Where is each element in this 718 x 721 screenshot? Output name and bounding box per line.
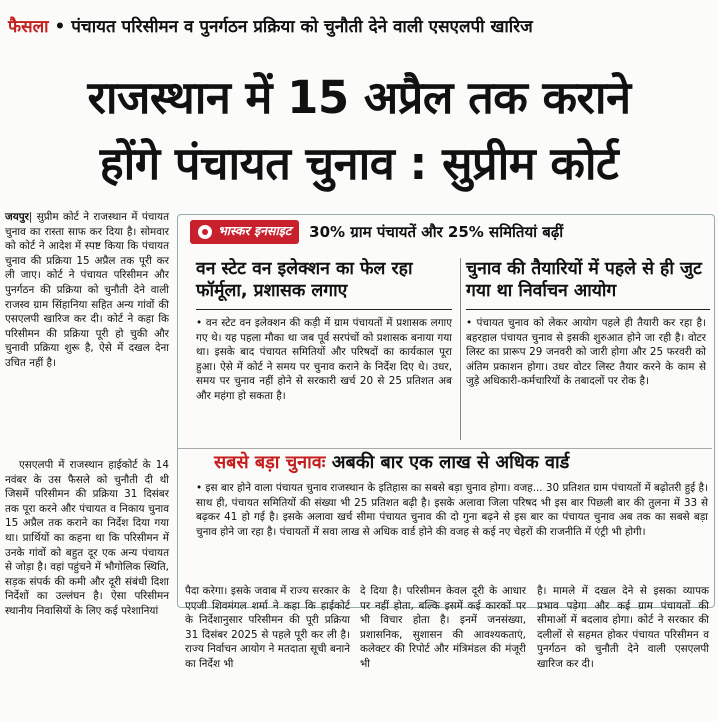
kicker-text: • पंचायत परिसीमन व पुनर्गठन प्रक्रिया को चुनौती देने वाली एसएलपी खारिज [54,17,533,37]
section-rule [178,448,712,449]
bottom-column-1: पैदा करेगा। इसके जवाब में राज्य सरकार के एएजी शिवमंगल शर्मा ने कहा कि हाईकोर्ट के निर्देशानुसार परिसीमन की पूरी प्रक्रिया 31 दिसंबर 2025 से पहले पूरी कर ली है। राज्य निर्वाचन आयोग ने मतदाता सूची बनाने का निर्देश भी [185,585,350,670]
dateline: जयपुर [5,211,29,223]
bottom-column-3: है। मामले में दखल देने से इसका व्यापक प्रभाव पड़ेगा और कई ग्राम पंचायतों की सीमाओं में बदलाव होगा। कोर्ट ने सरकार की दलीलों से सहमत होकर पंचायत परिसीमन व पुनर्गठन को चुनौती देने वाली एसएलपी खारिज कर दी। [537,585,709,670]
pin-icon [196,223,214,241]
intro-paragraph-1: जयपुर| सुप्रीम कोर्ट ने राजस्थान में पंचायत चुनाव का रास्ता साफ कर दिया है। सोमवार को कोर्ट ने आदेश में स्पष्ट किया कि पंचायत चुनाव की प्रक्रिया 15 अप्रैल तक पूरी कर ली जाए। कोर्ट ने पंचायत परिसीमन और पुनर्गठन की प्रक्रिया को चुनौती देने वाली राजस्व ग्राम सिंहानिया सहित अन्य गांवों की एसएलपी खारिज कर दी। कोर्ट ने कहा कि परिसीमन की प्रक्रिया पूरी हो चुकी और चुनावी प्रक्रिया शुरू है, ऐसे में दखल देना उचित नहीं है। [5,211,169,369]
intro-paragraph-2: एसएलपी में राजस्थान हाईकोर्ट के 14 नवंबर के उस फैसले को चुनौती दी थी जिसमें परिसीमन की प्रक्रिया 31 दिसंबर तक पूरा करने और पंचायत व निकाय चुनाव 15 अप्रैल तक कराने का निर्देश दिया गया था। प्रार्थियों का कहना था कि परिसीमन में उनके गांवों को बहुत दूर एक अन्य पंचायत से जोड़ा है। वहां पहुंचने में भौगोलिक स्थिति, सड़क संपर्क की कमी और दूरी संबंधी दिशा निर्देशों का उल्लंघन है। ऐसा परिसीमन स्थानीय निवासियों के लिए कई परेशानियां [5,459,169,617]
story-left-heading: वन स्टेट वन इलेक्शन का फेल रहा फॉर्मूला, प्रशासक लगाए [196,259,413,301]
story-left-body: • वन स्टेट वन इलेक्शन की कड़ी में ग्राम पंचायतों में प्रशासक लगाए गए थे। यह पहला मौका था जब पूर्व सरपंचों को प्रशासक बनाया गया था। इसके बाद पंचायत समितियों और परिषदों का कार्यकाल पूरा हुआ। ऐसे में कोर्ट ने समय पर चुनाव कराने के निर्देश दिए थे। उधर, समय पर चुनाव नहीं होने से सरकारी खर्च 20 से 25 प्रतिशत अब और महंगा हो सकता है। [196,317,452,402]
insight-header [190,220,563,244]
story-right-rule [466,309,710,310]
biggest-title: अबकी बार एक लाख से अधिक वार्ड [331,452,570,473]
story-left-rule [196,309,452,310]
insight-badge: भास्कर इनसाइट [190,220,299,244]
headline-line-2: होंगे पंचायत चुनाव : सुप्रीम कोर्ट [99,137,619,190]
kicker [8,14,712,37]
column-divider [460,258,461,440]
bottom-column-2: दे दिया है। परिसीमन केवल दूरी के आधार पर नहीं होता, बल्कि इसमें कई कारकों पर भी विचार होता है। इनमें जनसंख्या, प्रशासनिक, सुशासन की आवश्यकताएं, कलेक्टर की रिपोर्ट और मंत्रिमंडल की मंजूरी भी [360,585,526,670]
story-right-body: • पंचायत चुनाव को लेकर आयोग पहले ही तैयारी कर रहा है। बहरहाल पंचायत चुनाव से इसकी शुरुआत होने जा रही है। वोटर लिस्ट का प्रारूप 29 जनवरी को जारी होगा और 25 फरवरी को अंतिम प्रकाशन होगा। उधर वोटर लिस्ट तैयार करने के काम से जुड़े अधिकारी-कर्मचारियों के तबादलों पर रोक है। [466,317,706,388]
kicker-label: फैसला [8,17,49,37]
insight-title: 30% ग्राम पंचायतें और 25% समितियां बढ़ीं [309,222,564,241]
story-right-heading: चुनाव की तैयारियों में पहले से ही जुट गया था निर्वाचन आयोग [466,259,702,301]
biggest-heading [214,451,569,475]
headline-line-1: राजस्थान में 15 अप्रैल तक कराने [87,71,631,124]
biggest-body: • इस बार होने वाला पंचायत चुनाव राजस्थान के इतिहास का सबसे बड़ा चुनाव होगा। वजह... 30 प्रतिशत ग्राम पंचायतों में बढ़ोतरी हुई है। साथ ही, पंचायत समितियों की संख्या भी 25 प्रतिशत बढ़ी है। इसके अलावा जिला परिषद भी इस बार पिछली बार की तुलना में 33 से बढ़कर 41 हो गई है। इसके अलावा खर्च सीमा पंचायत चुनाव की दो गुना बढ़ने से इस बार का पंचायत चुनाव अब तक का सबसे बड़ा चुनाव होने जा रहा है। पंचायतों में सवा लाख से अधिक वार्ड होने की वजह से कई नए चेहरों की राजनीति में एंट्री भी होगी। [196,482,708,538]
biggest-label: सबसे बड़ा चुनावः [214,452,326,473]
